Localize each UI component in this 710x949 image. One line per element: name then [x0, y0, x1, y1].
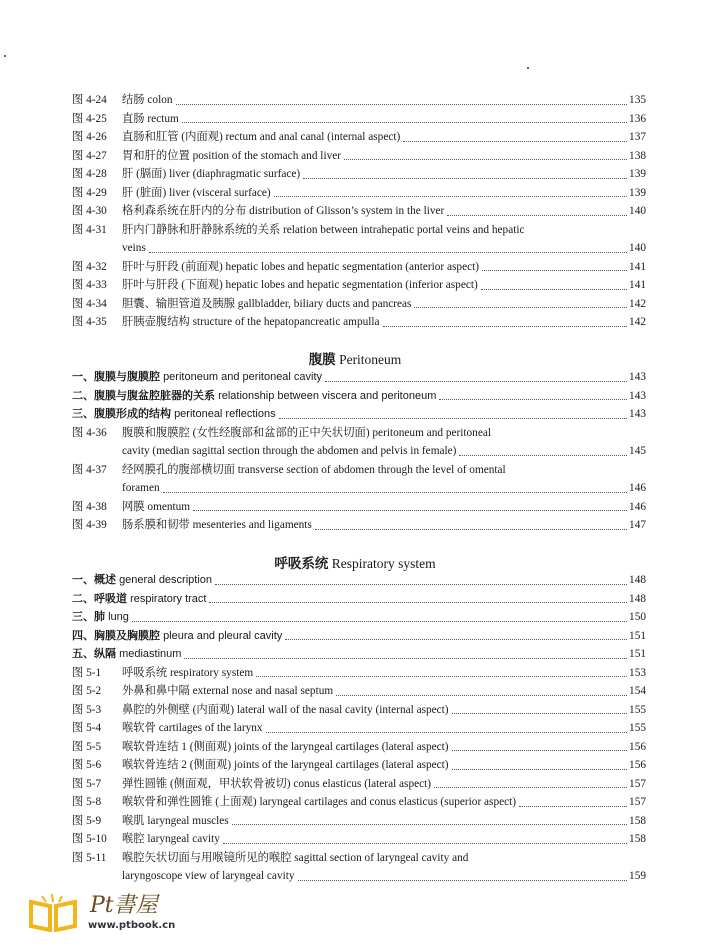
section-title-en: respiratory tract	[130, 592, 207, 605]
figure-title: 肝 (膈面) liver (diaphragmatic surface)	[122, 168, 301, 180]
section-title-en: relationship between viscera and peritoneum	[218, 389, 437, 402]
dot-leader	[274, 196, 627, 197]
page-number: 143	[629, 408, 646, 420]
figure-number: 图 5-10	[72, 833, 107, 845]
page-number: 142	[629, 316, 646, 328]
figure-number: 图 5-9	[72, 814, 102, 827]
dot-leader	[482, 270, 627, 271]
figure-number: 图 4-28	[72, 168, 107, 180]
toc-figure-entry	[72, 701, 646, 720]
dot-leader	[223, 843, 627, 844]
figure-number: 图 4-36	[72, 426, 107, 439]
dot-leader	[315, 529, 627, 530]
dot-leader	[285, 639, 627, 640]
section-title-en: general description	[119, 574, 213, 586]
figure-title: 腹膜和腹膜腔 (女性经腹部和盆部的正中矢状切面) peritoneum and peritoneal	[122, 426, 491, 439]
dot-leader	[452, 713, 627, 714]
figure-title: 外鼻和鼻中隔 external nose and nasal septum	[122, 685, 334, 697]
figure-number: 图 4-35	[72, 316, 107, 328]
figure-title: 结肠 colon	[122, 94, 173, 106]
figure-title: 弹性圆锥 (侧面观，甲状软骨被切) conus elasticus (lateral aspect)	[122, 777, 432, 790]
dot-leader	[459, 455, 627, 456]
page-number: 157	[629, 777, 646, 790]
figure-title: 喉腔 laryngeal cavity	[122, 833, 220, 845]
dot-leader	[279, 418, 627, 419]
dot-leader	[176, 104, 628, 105]
toc-section-entry	[72, 368, 646, 387]
page-number: 159	[629, 870, 646, 882]
figure-title: 喉肌 laryngeal muscles	[122, 814, 229, 827]
toc-figure-entry-continued	[72, 239, 646, 258]
page-number: 151	[629, 629, 646, 642]
figure-number: 图 4-31	[72, 223, 107, 236]
scan-speck	[4, 55, 6, 57]
toc-figure-entry	[72, 221, 646, 240]
toc-section-entry	[72, 608, 646, 627]
figure-title: 喉软骨连结 2 (侧面观) joints of the laryngeal cartilages (lateral aspect)	[122, 759, 449, 771]
toc-figure-entry	[72, 276, 646, 295]
dot-leader	[266, 732, 628, 733]
figure-title: 胆囊、输胆管道及胰腺 gallbladder, biliary ducts and pancreas	[122, 297, 412, 310]
respiratory-list	[72, 571, 646, 886]
figure-number: 图 5-3	[72, 703, 102, 716]
figure-number: 图 5-4	[72, 722, 102, 734]
figure-number: 图 4-37	[72, 463, 107, 476]
figure-title: 喉腔矢状切面与用喉镜所见的喉腔 sagittal section of laryngeal cavity and	[122, 851, 469, 864]
figure-number: 图 4-32	[72, 260, 107, 273]
figure-number: 图 5-6	[72, 759, 102, 771]
dot-leader	[149, 252, 627, 253]
dot-leader	[209, 602, 627, 603]
page-number: 148	[629, 574, 646, 586]
page-number: 158	[629, 833, 646, 845]
toc-figure-entry	[72, 719, 646, 738]
toc-figure-entry	[72, 849, 646, 868]
figure-number: 图 4-24	[72, 94, 107, 106]
dot-leader	[193, 510, 627, 511]
dot-leader	[163, 492, 627, 493]
section-title	[72, 608, 129, 627]
figure-number: 图 4-25	[72, 112, 107, 125]
dot-leader	[132, 621, 627, 622]
section-title-en: peritoneal reflections	[174, 408, 276, 420]
figure-title-continued: cavity (median sagittal section through the abdomen and pelvis in female)	[122, 445, 457, 457]
toc-figure-entry	[72, 313, 646, 332]
figure-number: 图 5-7	[72, 777, 102, 790]
page-number: 154	[629, 685, 646, 697]
digestive-figure-list	[72, 91, 646, 332]
dot-leader	[325, 381, 627, 382]
page-number: 141	[629, 260, 646, 273]
dot-leader	[232, 824, 627, 825]
figure-number: 图 4-27	[72, 149, 107, 162]
toc-figure-entry	[72, 424, 646, 443]
figure-title: 肝 (脏面) liver (visceral surface)	[122, 186, 271, 199]
page-number: 150	[629, 611, 646, 623]
figure-number: 图 5-8	[72, 796, 102, 808]
page-number: 157	[629, 796, 646, 808]
dot-leader	[447, 215, 627, 216]
page-number: 140	[629, 205, 646, 217]
page-number: 155	[629, 722, 646, 734]
section-title-cn: 二、呼吸道	[72, 592, 127, 605]
peritoneum-list	[72, 368, 646, 535]
figure-number: 图 5-2	[72, 685, 102, 697]
toc-figure-entry-continued	[72, 442, 646, 461]
toc-figure-entry	[72, 775, 646, 794]
dot-leader	[303, 178, 627, 179]
figure-title: 喉软骨连结 1 (侧面观) joints of the laryngeal cartilages (lateral aspect)	[122, 740, 449, 753]
page-number: 139	[629, 168, 646, 180]
figure-title: 胃和肝的位置 position of the stomach and liver	[122, 149, 342, 162]
figure-title-continued: laryngoscope view of laryngeal cavity	[122, 870, 295, 882]
toc-figure-entry	[72, 682, 646, 701]
figure-title: 呼吸系统 respiratory system	[122, 666, 254, 679]
page-number: 143	[629, 371, 646, 383]
page-number: 155	[629, 703, 646, 716]
figure-number: 图 4-26	[72, 131, 107, 143]
figure-title: 肝叶与肝段 (前面观) hepatic lobes and hepatic segmentation (anterior aspect)	[122, 260, 479, 273]
page-number: 140	[629, 242, 646, 254]
section-title-cn: 二、腹膜与腹盆腔脏器的关系	[72, 389, 215, 402]
figure-number: 图 5-11	[72, 851, 107, 864]
dot-leader	[182, 122, 627, 123]
toc-figure-entry	[72, 110, 646, 129]
section-title	[72, 571, 212, 590]
section-title-cn: 一、概述	[72, 574, 116, 586]
figure-title: 直肠和肛管 (内面观) rectum and anal canal (internal aspect)	[122, 131, 401, 143]
page-number: 138	[629, 149, 646, 162]
toc-section-entry	[72, 405, 646, 424]
page-number: 141	[629, 279, 646, 291]
figure-title: 经网膜孔的腹部横切面 transverse section of abdomen through the level of omental	[122, 463, 506, 476]
toc-figure-entry	[72, 295, 646, 314]
toc-figure-entry	[72, 202, 646, 221]
toc-section-entry	[72, 645, 646, 664]
figure-title: 肠系膜和韧带 mesenteries and ligaments	[122, 519, 312, 531]
section-title-en: lung	[108, 611, 129, 623]
toc-figure-entry	[72, 812, 646, 831]
section-title	[72, 387, 436, 406]
dot-leader	[452, 769, 627, 770]
dot-leader	[434, 787, 627, 788]
section-title-cn: 一、腹膜与腹膜腔	[72, 371, 160, 383]
page-number: 135	[629, 94, 646, 106]
figure-title: 直肠 rectum	[122, 112, 179, 125]
page-number: 139	[629, 186, 646, 199]
page-number: 147	[629, 519, 646, 531]
section-title	[72, 627, 282, 646]
toc-figure-entry	[72, 147, 646, 166]
toc-figure-entry-continued	[72, 479, 646, 498]
page-number: 137	[629, 131, 646, 143]
page-number: 153	[629, 666, 646, 679]
scan-speck	[527, 67, 529, 69]
figure-title: 肝胰壶腹结构 structure of the hepatopancreatic ampulla	[122, 316, 380, 328]
section-title-cn: 三、肺	[72, 611, 105, 623]
dot-leader	[439, 399, 627, 400]
toc-figure-entry	[72, 793, 646, 812]
figure-number: 图 4-39	[72, 519, 107, 531]
logo-url: www.ptbook.cn	[88, 920, 176, 931]
page-number: 156	[629, 759, 646, 771]
dot-leader	[336, 695, 627, 696]
figure-number: 图 4-29	[72, 186, 107, 199]
figure-number: 图 5-5	[72, 740, 102, 753]
toc-figure-entry	[72, 461, 646, 480]
toc-figure-entry	[72, 91, 646, 110]
page-number: 151	[629, 648, 646, 660]
section-title	[72, 590, 206, 609]
page-number: 136	[629, 112, 646, 125]
figure-title: 喉软骨 cartilages of the larynx	[122, 722, 263, 734]
page-number: 146	[629, 482, 646, 494]
toc-section-entry	[72, 387, 646, 406]
toc-figure-entry	[72, 165, 646, 184]
section-title	[72, 368, 322, 387]
dot-leader	[519, 806, 627, 807]
dot-leader	[344, 159, 627, 160]
figure-title: 格利森系统在肝内的分布 distribution of Glisson’s system in the liver	[122, 205, 445, 217]
section-title	[72, 405, 276, 424]
dot-leader	[184, 658, 627, 659]
page-number: 145	[629, 445, 646, 457]
figure-title: 肝叶与肝段 (下面观) hepatic lobes and hepatic segmentation (inferior aspect)	[122, 279, 478, 291]
toc-section-entry	[72, 627, 646, 646]
dot-leader	[452, 750, 627, 751]
toc-figure-entry	[72, 756, 646, 775]
figure-number: 图 4-30	[72, 205, 107, 217]
page-number: 146	[629, 500, 646, 513]
toc-figure-entry	[72, 258, 646, 277]
page-number: 158	[629, 814, 646, 827]
page-number: 142	[629, 297, 646, 310]
section-title-cn: 四、胸膜及胸膜腔	[72, 629, 160, 642]
figure-title: 网膜 omentum	[122, 500, 191, 513]
section-title-cn: 五、纵隔	[72, 648, 116, 660]
dot-leader	[298, 880, 628, 881]
figure-number: 图 4-33	[72, 279, 107, 291]
section-title-cn: 三、腹膜形成的结构	[72, 408, 171, 420]
toc-section-entry	[72, 571, 646, 590]
section-title-en: pleura and pleural cavity	[163, 629, 283, 642]
page-number: 143	[629, 389, 646, 402]
figure-number: 图 5-1	[72, 666, 102, 679]
toc-figure-entry	[72, 498, 646, 517]
figure-title: 肝内门静脉和肝静脉系统的关系 relation between intrahepatic portal veins and hepatic	[122, 223, 525, 236]
logo-name: Pt書屋	[90, 893, 158, 918]
dot-leader	[383, 326, 628, 327]
figure-title-continued: veins	[122, 242, 146, 254]
page-number: 148	[629, 592, 646, 605]
dot-leader	[256, 676, 627, 677]
dot-leader	[215, 584, 627, 585]
dot-leader	[414, 307, 627, 308]
section-title	[72, 645, 181, 664]
toc-figure-entry	[72, 664, 646, 683]
book-icon	[28, 894, 78, 932]
toc-section-entry	[72, 590, 646, 609]
dot-leader	[481, 289, 627, 290]
toc-figure-entry	[72, 184, 646, 203]
section-title-en: mediastinum	[119, 648, 182, 660]
toc-figure-entry	[72, 738, 646, 757]
page-number: 156	[629, 740, 646, 753]
figure-title: 鼻腔的外侧壁 (内面观) lateral wall of the nasal cavity (internal aspect)	[122, 703, 449, 716]
figure-title: 喉软骨和弹性圆锥 (上面观) laryngeal cartilages and conus elasticus (superior aspect)	[122, 796, 517, 808]
toc-figure-entry	[72, 830, 646, 849]
figure-title-continued: foramen	[122, 482, 160, 494]
respiratory-heading: 呼吸系统 Respiratory system	[274, 556, 436, 571]
peritoneum-heading: 腹膜 Peritoneum	[308, 352, 402, 367]
dot-leader	[403, 141, 627, 142]
section-title-en: peritoneum and peritoneal cavity	[163, 371, 323, 383]
toc-figure-entry	[72, 516, 646, 535]
ptbook-watermark-logo	[28, 882, 208, 942]
toc-figure-entry	[72, 128, 646, 147]
figure-number: 图 4-38	[72, 500, 107, 513]
figure-number: 图 4-34	[72, 297, 107, 310]
